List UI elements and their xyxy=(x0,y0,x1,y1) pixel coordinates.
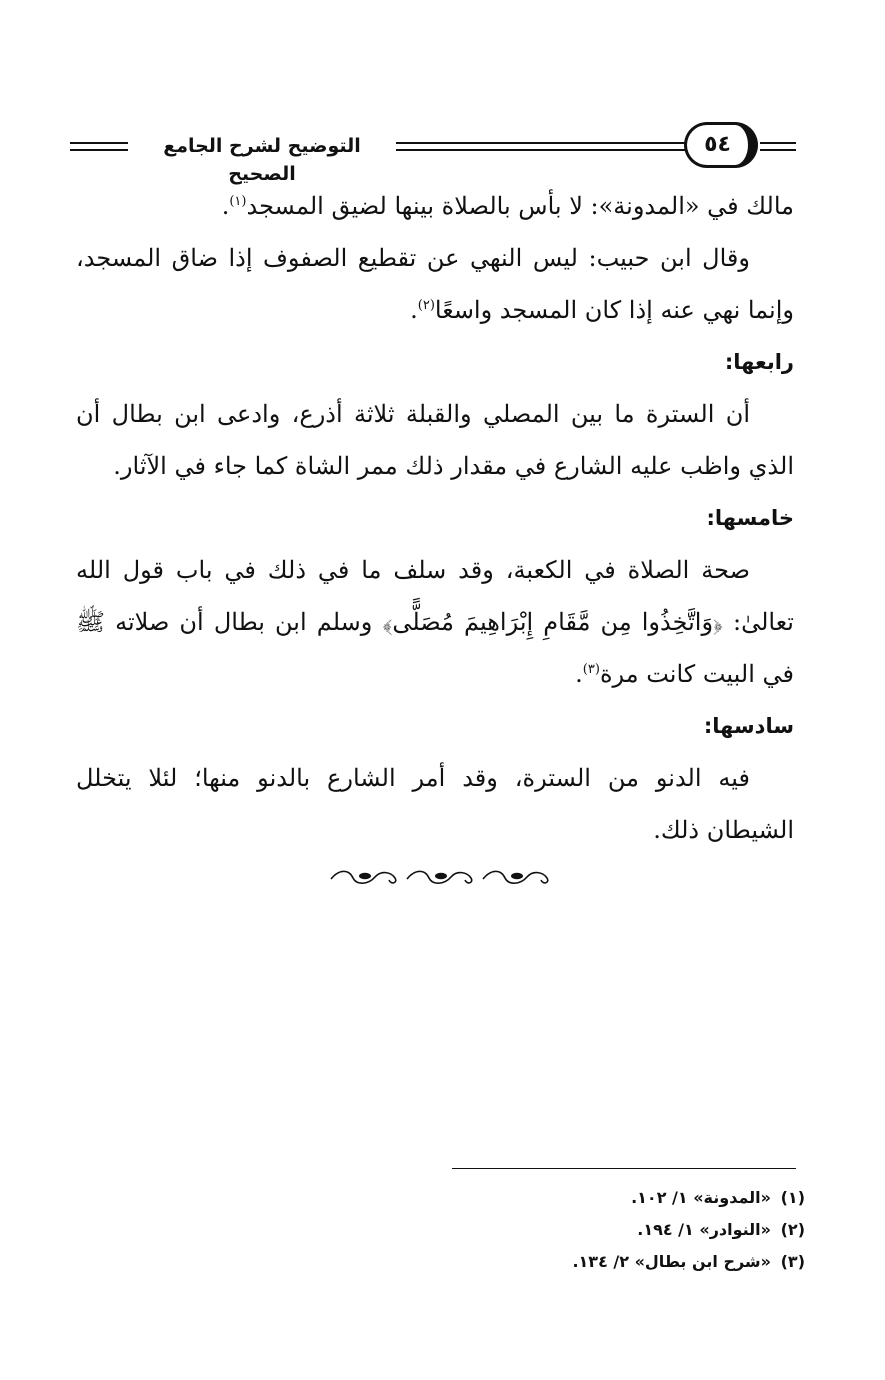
paragraph-2 xyxy=(76,232,794,336)
header-rule-middle xyxy=(396,142,686,151)
paragraph-2-end: . xyxy=(410,296,418,324)
footnote-ref-3[interactable]: (٣) xyxy=(582,662,600,677)
footnote-number: (١) xyxy=(780,1188,805,1207)
footnote-3 xyxy=(305,1246,805,1278)
paragraph-1-end: . xyxy=(221,192,230,220)
footnote-number: (٣) xyxy=(780,1252,805,1271)
paragraph-4 xyxy=(76,388,794,492)
footnote-ref-2[interactable]: (٢) xyxy=(417,298,435,313)
page-number: ٥٤ xyxy=(684,122,758,168)
section-heading-fifth: خامسها: xyxy=(706,506,794,530)
section-heading-sixth: سادسها: xyxy=(703,714,794,738)
paragraph-6 xyxy=(76,752,794,856)
footnote-text: «النوادر» ١/ ١٩٤. xyxy=(637,1220,771,1239)
running-title: التوضيح لشرح الجامع الصحيح xyxy=(163,135,361,185)
paragraph-6-text: فيه الدنو من السترة، وقد أمر الشارع بالدنو منها؛ لئلا يتخلل الشيطان ذلك. xyxy=(76,764,794,844)
ornament-divider-icon xyxy=(327,866,553,888)
footnote-separator xyxy=(452,1168,796,1169)
paragraph-5 xyxy=(76,544,794,700)
footnotes xyxy=(305,1182,805,1278)
footnote-ref-1[interactable]: (١) xyxy=(229,194,247,209)
paragraph-2-text: وقال ابن حبيب: ليس النهي عن تقطيع الصفوف إذا ضاق المسجد، وإنما نهي عنه إذا كان المسجد واسعًا xyxy=(76,244,794,324)
paragraph-4-text: أن السترة ما بين المصلي والقبلة ثلاثة أذرع، وادعى ابن بطال أن الذي واظب عليه الشارع في مقدار ذلك ممر الشاة كما جاء في الآثار. xyxy=(76,400,794,480)
paragraph-1-text: مالك في «المدونة»: لا بأس بالصلاة بينها لضيق المسجد xyxy=(246,192,794,220)
section-heading-fourth: رابعها: xyxy=(724,350,794,374)
paragraph-1 xyxy=(76,180,794,232)
header-rule-right xyxy=(760,142,796,151)
page-header xyxy=(70,122,796,185)
footnote-1 xyxy=(305,1182,805,1214)
footnote-2 xyxy=(305,1214,805,1246)
main-text xyxy=(76,180,794,856)
footnote-number: (٢) xyxy=(780,1220,805,1239)
paragraph-5-end: . xyxy=(575,660,583,688)
footnote-text: «شرح ابن بطال» ٢/ ١٣٤. xyxy=(572,1252,771,1271)
footnote-text: «المدونة» ١/ ١٠٢. xyxy=(631,1188,771,1207)
paragraph-5-text: صحة الصلاة في الكعبة، وقد سلف ما في ذلك في باب قول الله تعالىٰ: ﴿وَاتَّخِذُوا مِن مَّقَامِ إِبْرَاهِيمَ مُصَلًّى﴾ وسلم ابن بطال أن صلاته ﷺ في البيت كانت مرة xyxy=(76,556,794,688)
header-rule-left xyxy=(70,142,128,151)
